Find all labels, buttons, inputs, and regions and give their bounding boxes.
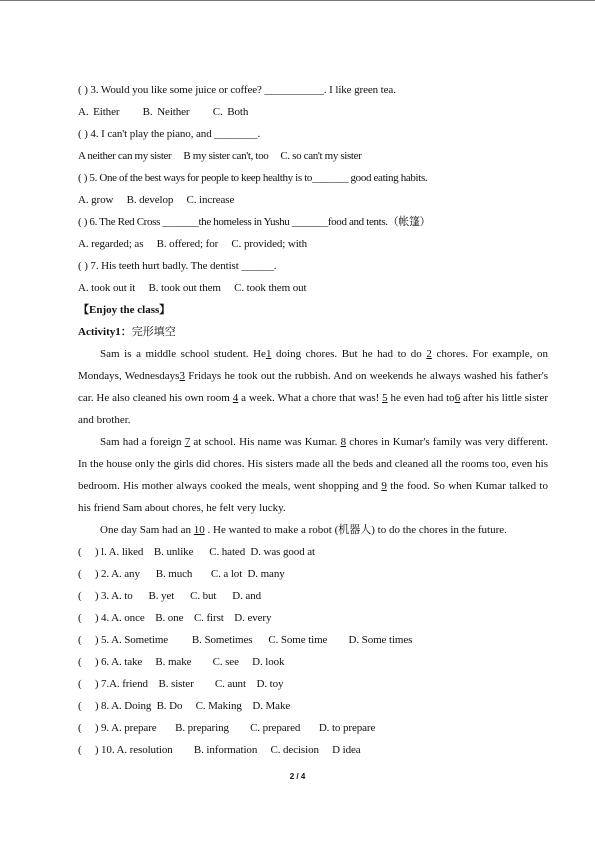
option-row-5: ( ) 5. A. Sometime B. Sometimes C. Some time D. Some times — [78, 634, 413, 646]
option-row-10: ( ) 10. A. resolution B. information C. decision D idea — [78, 744, 361, 756]
activity-heading — [78, 321, 548, 343]
question-4-options: A neither can my sister B my sister can't, too C. so can't my sister — [78, 150, 362, 162]
question-3: ( ) 3. Would you like some juice or coffee? ___________. I like green tea. — [78, 84, 396, 96]
section-title: 【Enjoy the class】 — [78, 304, 171, 316]
activity-title: 完形填空 — [131, 326, 176, 338]
worksheet-content — [78, 79, 548, 761]
question-3-options: A. Either B. Neither C. Both — [78, 106, 249, 118]
question-4: ( ) 4. I can't play the piano, and ________. — [78, 128, 261, 140]
blank-2: 2 — [426, 348, 432, 360]
question-7-options: A. took out it B. took out them C. took them out — [78, 282, 307, 294]
option-row-9: ( ) 9. A. prepare B. preparing C. prepared D. to prepare — [78, 722, 376, 734]
page-number: 2 / 4 — [289, 772, 306, 781]
blank-5: 5 — [382, 392, 388, 404]
blank-10: 10 — [193, 524, 205, 536]
blank-6: 6 — [454, 392, 461, 404]
blank-8: 8 — [340, 436, 347, 448]
question-5-options: A. grow B. develop C. increase — [78, 194, 235, 206]
option-row-7: ( ) 7.A. friend B. sister C. aunt D. toy — [78, 678, 284, 690]
option-row-4: ( ) 4. A. once B. one C. first D. every — [78, 612, 272, 624]
question-6-options: A. regarded; as B. offered; for C. provided; with — [78, 238, 308, 250]
blank-7: 7 — [184, 436, 191, 448]
blank-1: 1 — [265, 348, 272, 360]
option-row-8: ( ) 8. A. Doing B. Do C. Making D. Make — [78, 700, 291, 712]
question-6: ( ) 6. The Red Cross _______the homeless in Yushu _______food and tents.（帐篷） — [78, 216, 431, 228]
blank-4: 4 — [232, 392, 239, 404]
passage-paragraph-2: Sam had a foreign 7 at school. His name was Kumar. 8 chores in Kumar's family was very different. In the house only the girls did chores. His sisters made all the beds and cleaned all the rooms too, even his bedroom. His mother always cooked the meals, went shopping and 9 the food. So when Kumar talked to his friend Sam about chores, he felt very lucky. — [78, 436, 548, 514]
option-row-6: ( ) 6. A. take B. make C. see D. look — [78, 656, 285, 668]
activity-label: Activity1： — [78, 326, 132, 338]
question-5: ( ) 5. One of the best ways for people to keep healthy is to_______ good eating habits. — [78, 172, 428, 184]
passage-paragraph-1: Sam is a middle school student. He1 doing chores. But he had to do 2 chores. For example, on Mondays, Wednesdays3 Fridays he took out the rubbish. And on weekends he always washed his father's car. He also cleaned his own room 4 a week. What a chore that was! 5 he even had to6 after his little sister and brother. — [78, 348, 548, 426]
blank-3: 3 — [179, 370, 185, 382]
question-7: ( ) 7. His teeth hurt badly. The dentist ______. — [78, 260, 277, 272]
option-row-2: ( ) 2. A. any B. much C. a lot D. many — [78, 568, 285, 580]
blank-9: 9 — [381, 480, 387, 492]
option-row-3: ( ) 3. A. to B. yet C. but D. and — [78, 590, 262, 602]
page-top-border — [0, 0, 595, 1]
passage-paragraph-3: One day Sam had an 10 . He wanted to make a robot (机器人) to do the chores in the future. — [100, 524, 507, 536]
option-row-1: ( ) l. A. liked B. unlike C. hated D. was good at — [78, 546, 315, 558]
